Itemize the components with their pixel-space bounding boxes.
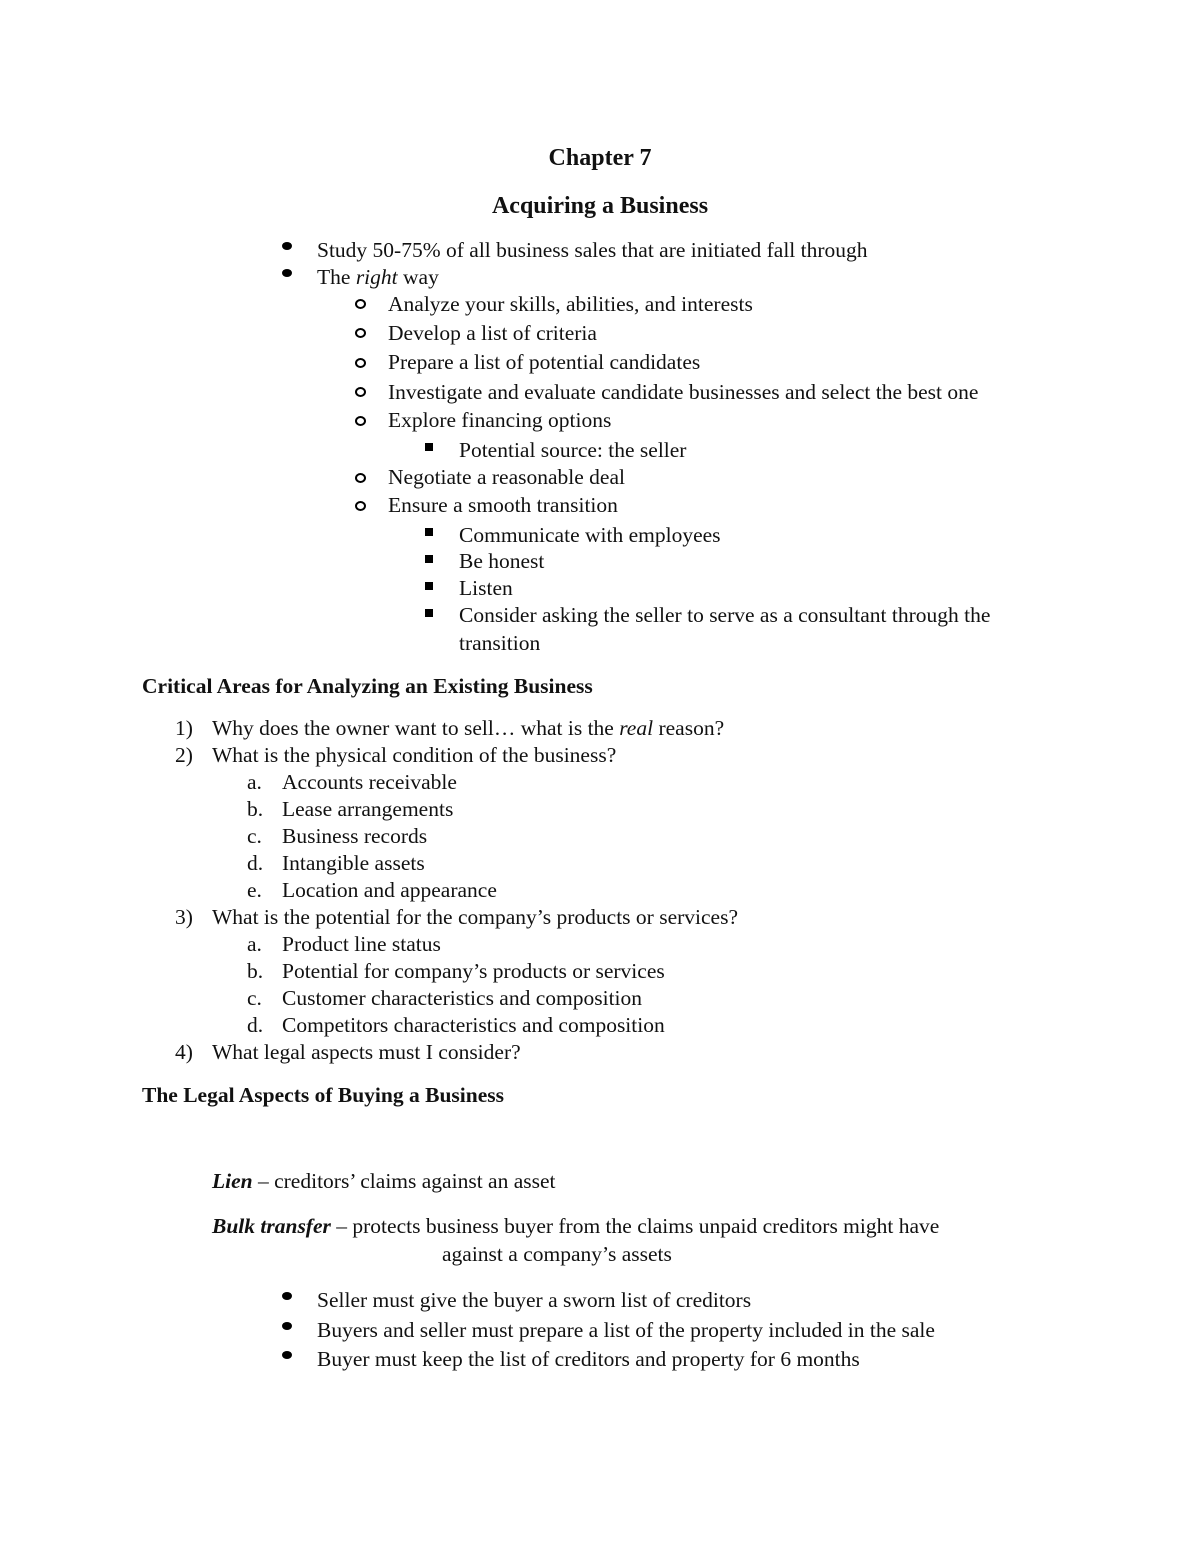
question-1-post: reason? [653, 716, 725, 740]
sub-item: Competitors characteristics and composition [282, 1013, 665, 1037]
step-item: Develop a list of criteria [388, 321, 597, 345]
disc-bullet-icon [282, 1322, 292, 1330]
sub-item: Customer characteristics and composition [282, 986, 643, 1010]
transition-sub-item: Be honest [459, 549, 545, 573]
sub-letter: d. [247, 851, 264, 875]
transition-sub-item: Communicate with employees [459, 523, 721, 547]
financing-sub-item: Potential source: the seller [459, 438, 687, 462]
question-number: 4) [175, 1040, 193, 1064]
circle-bullet-icon [355, 473, 366, 483]
question-number: 1) [175, 716, 193, 740]
question-number: 3) [175, 905, 193, 929]
transition-sub-item: Consider asking the seller to serve as a consultant through the [459, 603, 991, 627]
lien-definition [212, 1167, 556, 1195]
step-item: Prepare a list of potential candidates [388, 350, 701, 374]
square-bullet-icon [425, 609, 433, 617]
chapter-subtitle: Acquiring a Business [491, 193, 709, 219]
question-1 [212, 714, 724, 742]
circle-bullet-icon [355, 328, 366, 338]
square-bullet-icon [425, 582, 433, 590]
sub-item: Intangible assets [282, 851, 425, 875]
circle-bullet-icon [355, 387, 366, 397]
sub-letter: c. [247, 986, 262, 1010]
sub-item: Product line status [282, 932, 441, 956]
legal-bullet: Buyer must keep the list of creditors and property for 6 months [317, 1347, 860, 1371]
lien-term: Lien [212, 1169, 253, 1193]
circle-bullet-icon [355, 299, 366, 309]
legal-aspects-heading: The Legal Aspects of Buying a Business [142, 1083, 504, 1107]
bulk-transfer-def-text: – protects business buyer from the claims unpaid creditors might have [330, 1214, 940, 1238]
sub-letter: c. [247, 824, 262, 848]
intro-bullet-2-post: way [397, 265, 439, 289]
intro-bullet-1: Study 50-75% of all business sales that are initiated fall through [317, 238, 868, 262]
question-number: 2) [175, 743, 193, 767]
disc-bullet-icon [282, 269, 292, 277]
question-2: What is the physical condition of the business? [212, 743, 617, 767]
square-bullet-icon [425, 555, 433, 563]
bulk-transfer-definition [212, 1212, 939, 1240]
sub-item: Accounts receivable [282, 770, 457, 794]
circle-bullet-icon [355, 416, 366, 426]
square-bullet-icon [425, 443, 433, 451]
legal-bullet: Buyers and seller must prepare a list of the property included in the sale [317, 1318, 935, 1342]
step-item: Ensure a smooth transition [388, 493, 618, 517]
bulk-transfer-def-continued: against a company’s assets [442, 1242, 672, 1266]
sub-letter: e. [247, 878, 262, 902]
question-1-pre: Why does the owner want to sell… what is the [212, 716, 620, 740]
square-bullet-icon [425, 528, 433, 536]
step-item: Negotiate a reasonable deal [388, 465, 625, 489]
sub-item: Lease arrangements [282, 797, 454, 821]
lien-def-text: – creditors’ claims against an asset [252, 1169, 556, 1193]
step-item: Analyze your skills, abilities, and interests [388, 292, 753, 316]
sub-letter: a. [247, 932, 262, 956]
legal-bullet: Seller must give the buyer a sworn list of creditors [317, 1288, 752, 1312]
step-item: Investigate and evaluate candidate businesses and select the best one [388, 380, 979, 404]
transition-sub-item-continued: transition [459, 631, 541, 655]
question-1-emphasis: real [619, 716, 654, 740]
circle-bullet-icon [355, 358, 366, 368]
sub-letter: b. [247, 959, 264, 983]
disc-bullet-icon [282, 1351, 292, 1359]
disc-bullet-icon [282, 1292, 292, 1300]
step-item: Explore financing options [388, 408, 612, 432]
bulk-transfer-term: Bulk transfer [212, 1214, 331, 1238]
critical-areas-heading: Critical Areas for Analyzing an Existing Business [142, 674, 593, 698]
intro-bullet-2-emphasis: right [355, 265, 398, 289]
intro-bullet-2-pre: The [317, 265, 356, 289]
transition-sub-item: Listen [459, 576, 513, 600]
intro-bullet-2 [317, 263, 439, 291]
sub-item: Business records [282, 824, 428, 848]
sub-item: Location and appearance [282, 878, 497, 902]
disc-bullet-icon [282, 242, 292, 250]
sub-item: Potential for company’s products or services [282, 959, 665, 983]
question-3: What is the potential for the company’s products or services? [212, 905, 738, 929]
circle-bullet-icon [355, 501, 366, 511]
sub-letter: d. [247, 1013, 264, 1037]
sub-letter: a. [247, 770, 262, 794]
question-4: What legal aspects must I consider? [212, 1040, 521, 1064]
sub-letter: b. [247, 797, 264, 821]
chapter-title: Chapter 7 [548, 145, 652, 171]
